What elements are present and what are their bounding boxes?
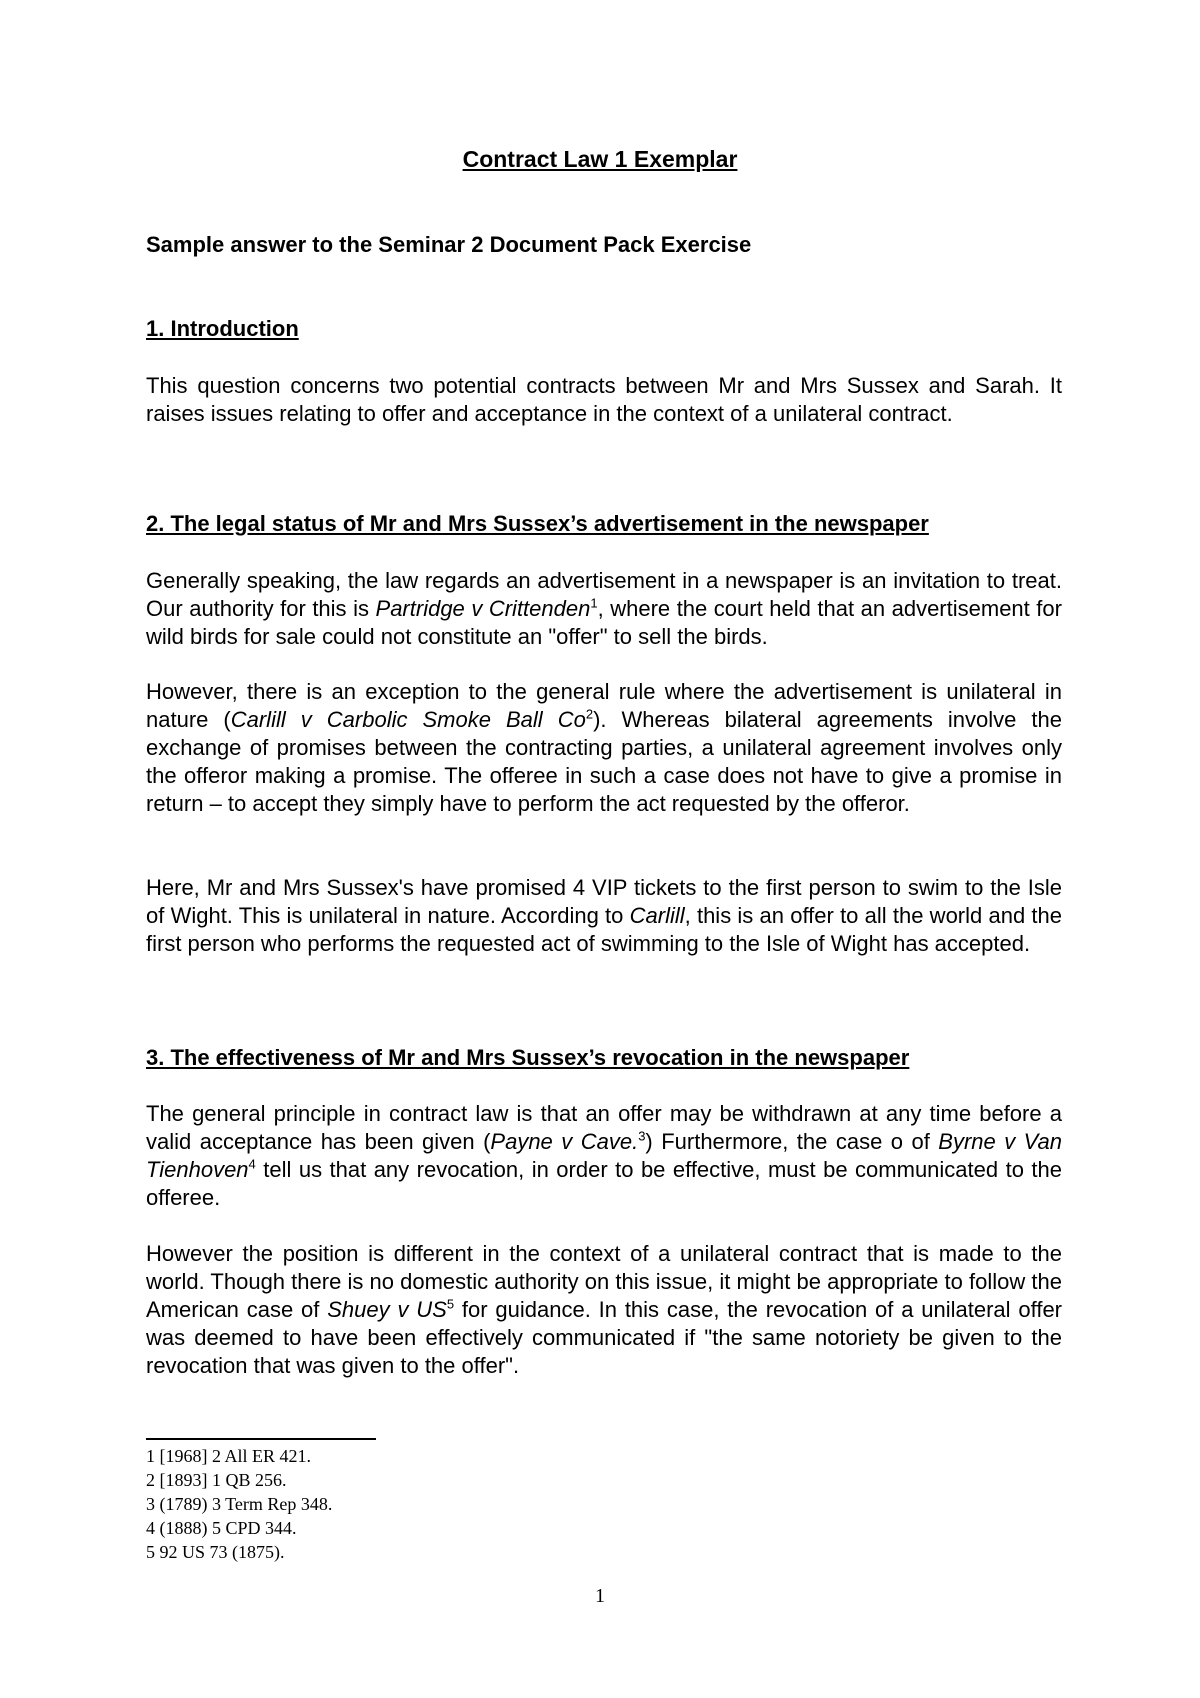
status-paragraph-3: Here, Mr and Mrs Sussex's have promised 4 VIP tickets to the first person to swim to the Isle of Wight. This is unilateral in nature. According to Carlill, this is an offer to all the world and the first person who performs the requested act of swimming to the Isle of Wight has accepted.: [146, 875, 1062, 956]
footnote-separator: [146, 1438, 376, 1440]
section-heading-introduction: 1. Introduction: [146, 316, 299, 341]
page-number: 1: [595, 1585, 605, 1607]
footnote-5: 5 92 US 73 (1875).: [146, 1542, 285, 1562]
footnote-2: 2 [1893] 1 QB 256.: [146, 1470, 287, 1490]
revocation-paragraph-2: However the position is different in the context of a unilateral contract that is made to the world. Though there is no domestic authority on this issue, it might be appropriate to follow the American case of Shuey v $US^5$ for guidance. In this case, the revocation of a unilateral offer was deemed to have been effectively communicated if "the same notoriety be given to the revocation that was given to the offer".: [146, 1241, 1063, 1378]
footnote-ref-4: 4: [248, 1156, 256, 1172]
footnote-ref-5: 5: [446, 1296, 455, 1312]
footnote-ref-1: 1: [590, 595, 598, 611]
document-subtitle: Sample answer to the Seminar 2 Document Pack Exercise: [146, 232, 752, 257]
case-name-partridge: Partridge v Crittenden: [375, 596, 591, 621]
status-paragraph-1: Generally speaking, the law regards an advertisement in a newspaper is an invitation to treat. Our authority for this is Partridge v Crittenden$^1$, where the court held that an advertisement for wild birds for sale could not constitute an "offer" to sell the birds.: [146, 568, 1062, 649]
footnotes: [146, 1444, 332, 1564]
status-paragraph-2: However, there is an exception to the general rule where the advertisement is unilateral in nature (Carlill v Carbolic Smoke Ball Co$^2$). Whereas bilateral agreements involve the exchange of promises between the contracting parties, a unilateral agreement involves only the offeror making a promise. The offeree in such a case does not have to give a promise in return – to accept they simply have to perform the act requested by the offeror.: [146, 679, 1062, 816]
case-name-carlill: Carlill v Carbolic Smoke Ball Co: [230, 707, 586, 732]
case-name-carlill-short: Carlill: [629, 903, 685, 928]
section-heading-legal-status: 2. The legal status of Mr and Mrs Sussex’s advertisement in the newspaper: [146, 511, 929, 536]
intro-paragraph: This question concerns two potential contracts between Mr and Mrs Sussex and Sarah. It raises issues relating to offer and acceptance in the context of a unilateral contract.: [146, 373, 1062, 426]
section-heading-revocation: 3. The effectiveness of Mr and Mrs Sussex’s revocation in the newspaper: [146, 1045, 910, 1070]
revocation-paragraph-1: The general principle in contract law is that an offer may be withdrawn at any time before a valid acceptance has been given (Payne v Cave.$^3$) Furthermore, the case o of Byrne v Van Tienhoven$^4$ tell us that any revocation, in order to be effective, must be communicated to the offeree.: [146, 1101, 1063, 1210]
case-name-byrne: Byrne v Van Tienhoven: [146, 1129, 1063, 1182]
document-title: Contract Law 1 Exemplar: [462, 146, 738, 172]
footnote-1: 1 [1968] 2 All ER 421.: [146, 1446, 311, 1466]
case-name-shuey: Shuey v US: [327, 1297, 447, 1322]
footnote-ref-3: 3: [638, 1128, 646, 1144]
footnote-3: 3 (1789) 3 Term Rep 348.: [146, 1494, 333, 1514]
case-name-payne: Payne v Cave.: [490, 1129, 639, 1154]
footnote-4: 4 (1888) 5 CPD 344.: [146, 1518, 297, 1538]
footnote-ref-2: 2: [585, 706, 594, 722]
